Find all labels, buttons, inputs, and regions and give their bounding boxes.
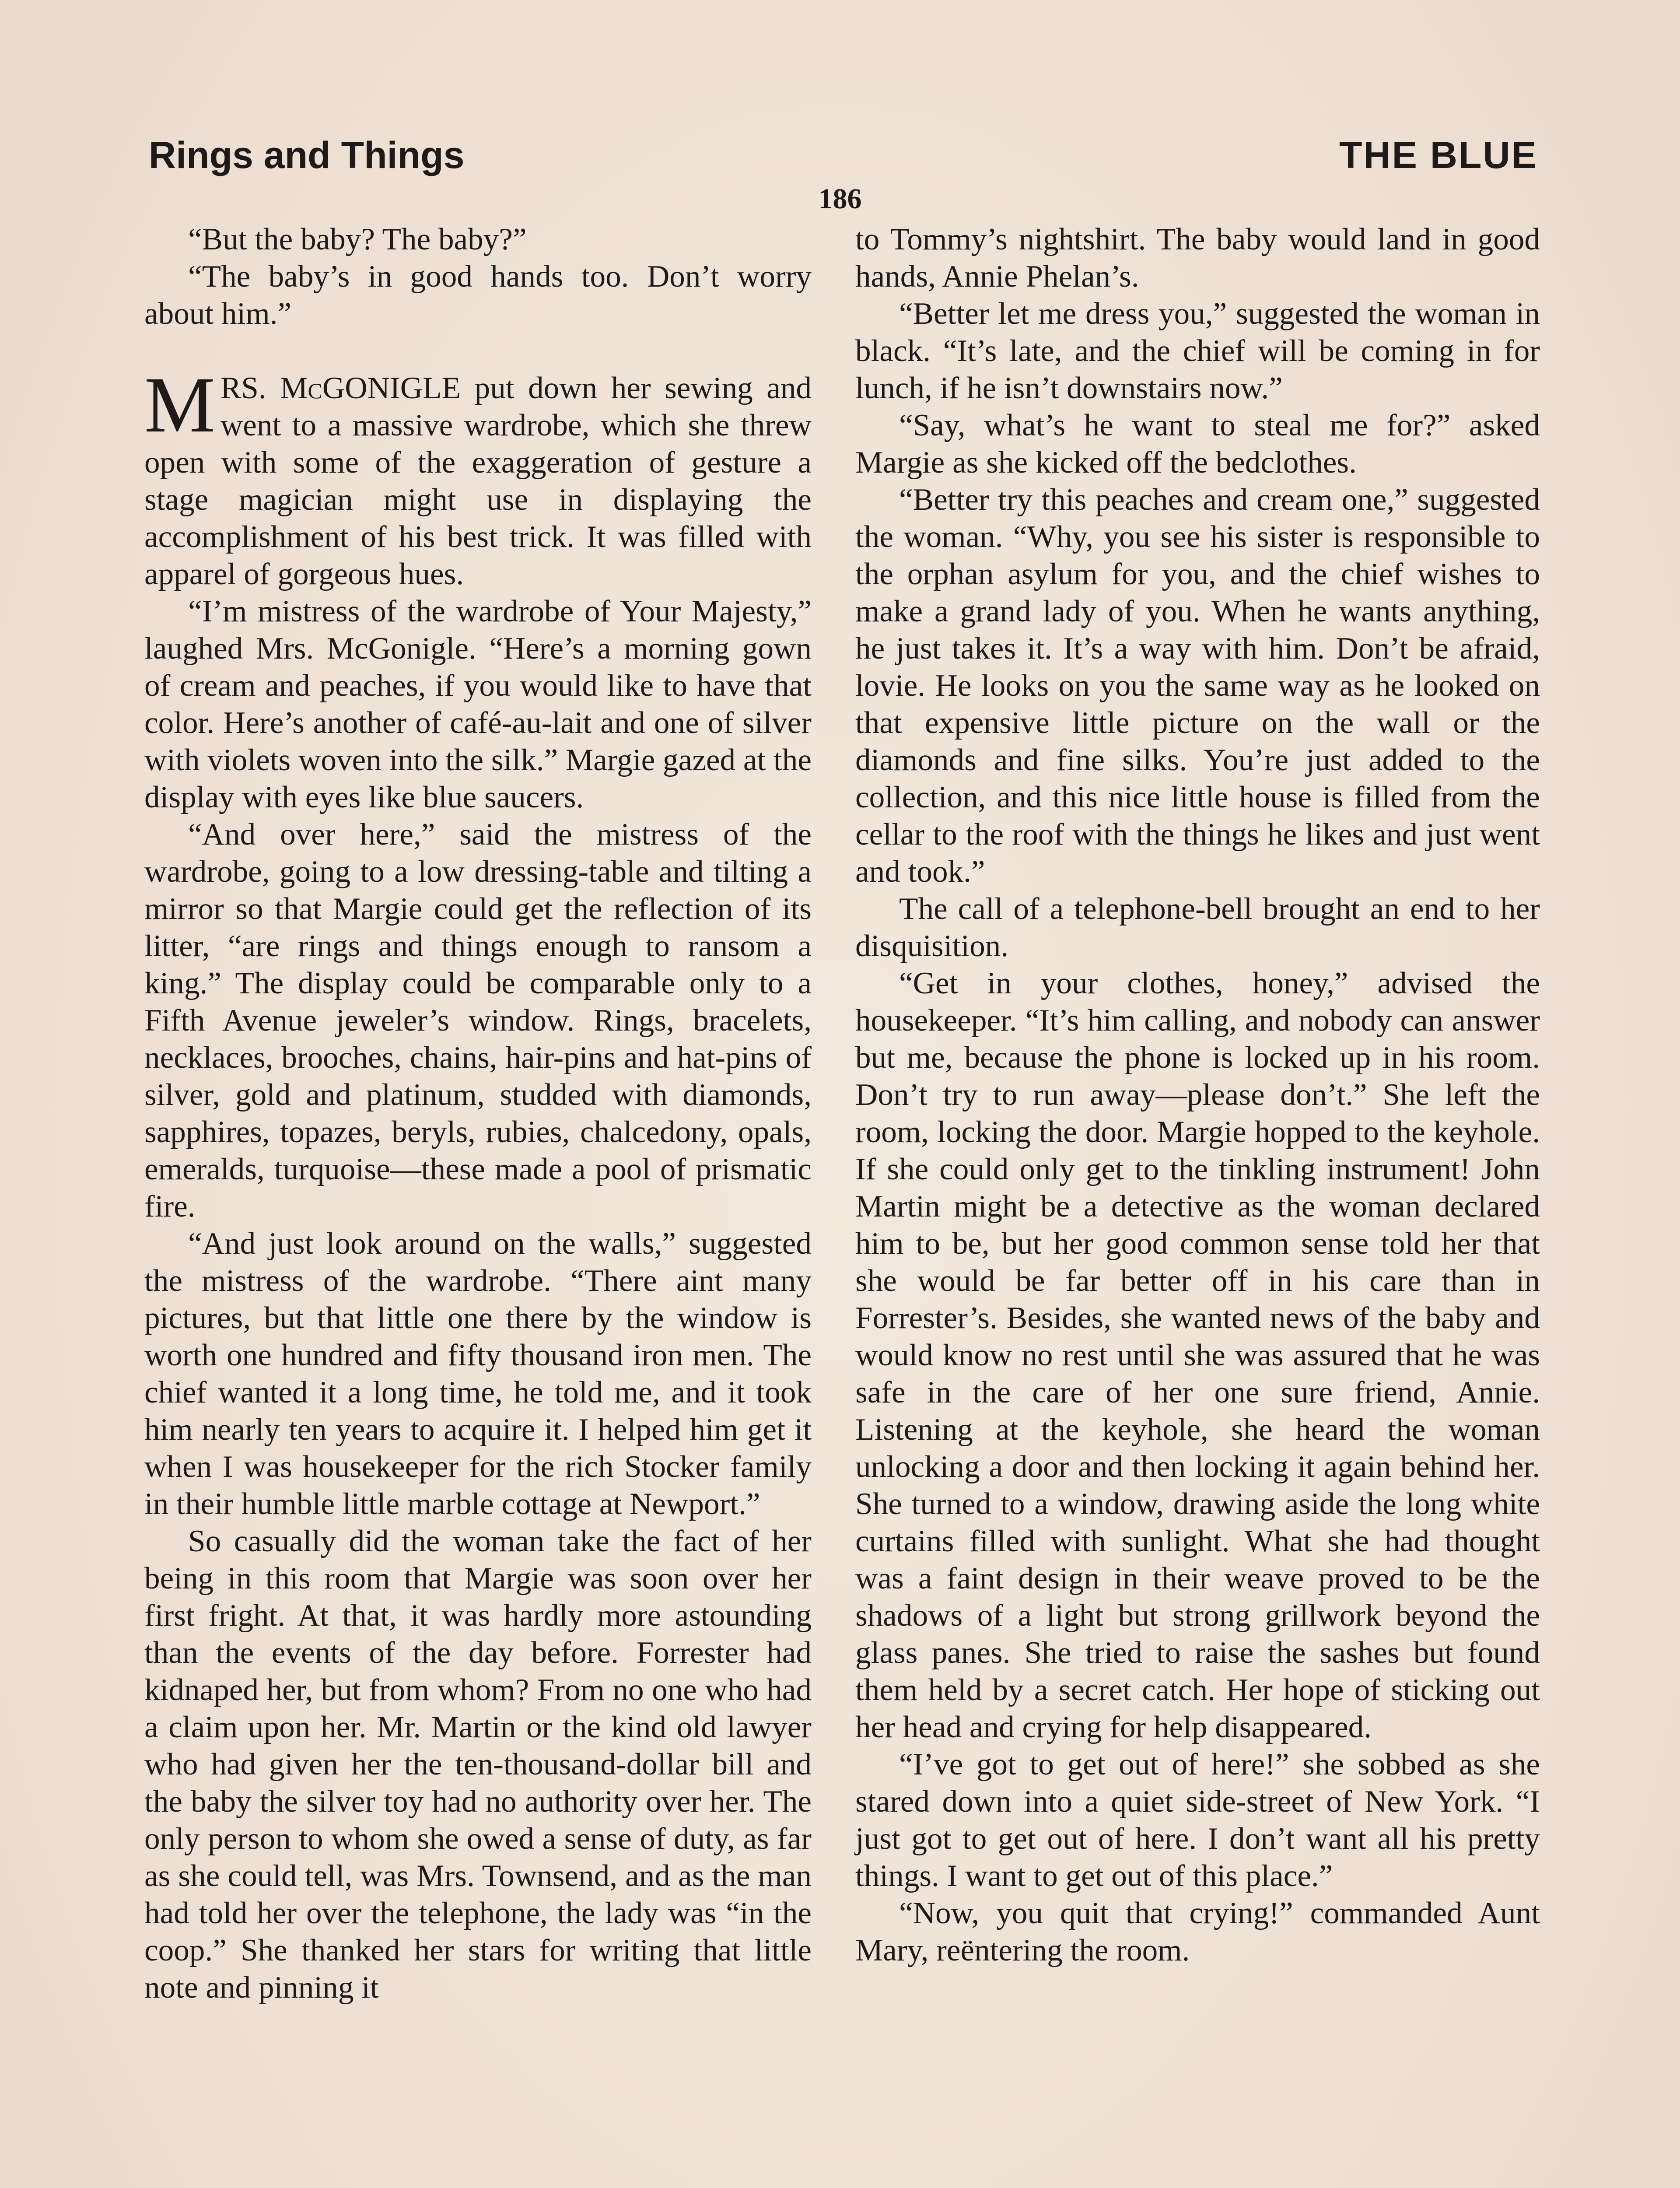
story-title: Rings and Things [149,134,465,176]
paragraph: “I’ve got to get out of here!” she sobbed as she stared down into a quiet side-street of New York. “I just got to get out of here. I don’t want all his pretty things. I want to get out of this place.” [855,1747,1540,1893]
paragraph: So casually did the woman take the fact of her being in this room that Margie was soon over her first fright. At that, it was hardly more astounding than the events of the day before. Forrester had kidnaped her, but from whom? From no one who had a claim upon her. Mr. Martin or the kind old lawyer who had given her the ten-thousand-dollar bill and the baby the silver toy had no authority over her. The only person to whom she owed a sense of duty, as far as she could tell, was Mrs. Townsend, and as the man had told her over the telephone, the lady was “in the coop.” She thanked her stars for writing that little note and pinning it [144,1524,812,2005]
running-head [149,131,1538,179]
paragraph: The call of a telephone-bell brought an end to her disquisition. [855,892,1540,963]
paragraph: “The baby’s in good hands too. Don’t worry about him.” [144,259,812,331]
paragraph: “But the baby? The baby?” [188,222,527,256]
paragraph: “And just look around on the walls,” suggested the mistress of the wardrobe. “There aint many pictures, but that little one there by the window is worth one hundred and fifty thousand iron men. The chief wanted it a long time, he told me, and it took him nearly ten years to acquire it. I helped him get it when I was housekeeper for the rich Stocker family in their humble little marble cottage at Newport.” [144,1227,812,1521]
drop-cap: M [144,361,215,449]
left-column [144,221,812,2188]
paragraph: “Better let me dress you,” suggested the woman in black. “It’s late, and the chief will be coming in for lunch, if he isn’t downstairs now.” [855,297,1540,405]
paragraph: “And over here,” said the mistress of the wardrobe, going to a low dressing-table and tilting a mirror so that Margie could get the reflection of its litter, “are rings and things enough to ransom a king.” The display could be comparable only to a Fifth Avenue jeweler’s window. Rings, bracelets, necklaces, brooches, chains, hair-pins and hat-pins of silver, gold and platinum, studded with diamonds, sapphires, topazes, beryls, rubies, chalcedony, opals, emeralds, turquoise—these made a pool of prismatic fire. [144,817,812,1224]
paragraph-dropcap [144,361,812,593]
paragraph: “I’m mistress of the wardrobe of Your Majesty,” laughed Mrs. McGonigle. “Here’s a morning gown of cream and peaches, if you would like to have that color. Here’s another of café-au-lait and one of silver with violets woven into the silk.” Margie gazed at the display with eyes like blue saucers. [144,594,812,814]
magazine-title: THE BLUE [1339,134,1538,176]
section-break [144,333,812,370]
smallcaps-lead: RS. McGONIGLE [220,371,461,405]
paragraph: to Tommy’s nightshirt. The baby would land in good hands, Annie Phelan’s. [855,222,1540,294]
paragraph: “Get in your clothes, honey,” advised the housekeeper. “It’s him calling, and nobody can answer but me, because the phone is locked up in his room. Don’t try to run away—please don’t.” She left the room, locking the door. Margie hopped to the keyhole. If she could only get to the tinkling instrument! John Martin might be a detective as the woman declared him to be, but her good common sense told her that she would be far better off in his care than in Forrester’s. Besides, she wanted news of the baby and would know no rest until she was assured that he was safe in the care of her one sure friend, Annie. Listening at the keyhole, she heard the woman unlocking a door and then locking it again behind her. She turned to a window, drawing aside the long white curtains filled with sunlight. What she had thought was a faint design in their weave proved to be the shadows of a light but strong grillwork beyond the glass panes. She tried to raise the sashes but found them held by a secret catch. Her hope of sticking out her head and crying for help disappeared. [855,966,1540,1744]
paragraph-text: put down her sewing and went to a massive wardrobe, which she threw open with some of the exaggeration of gesture a stage magician might use in displaying the accomplishment of his best trick. It was filled with apparel of gorgeous hues. [144,371,812,591]
paragraph: “Now, you quit that crying!” commanded Aunt Mary, reëntering the room. [855,1896,1540,1967]
paragraph: “Better try this peaches and cream one,” suggested the woman. “Why, you see his sister is responsible to the orphan asylum for you, and the chief wishes to make a grand lady of you. When he wants anything, he just takes it. It’s a way with him. Don’t be afraid, lovie. He looks on you the same way as he looked on that expensive little picture on the wall or the diamonds and fine silks. You’re just added to the collection, and this nice little house is filled from the cellar to the roof with the things he likes and just went and took.” [855,483,1540,889]
right-column [855,221,1540,2188]
paragraph: “Say, what’s he want to steal me for?” asked Margie as she kicked off the bedclothes. [855,408,1540,480]
page-number: 186 [818,183,862,215]
